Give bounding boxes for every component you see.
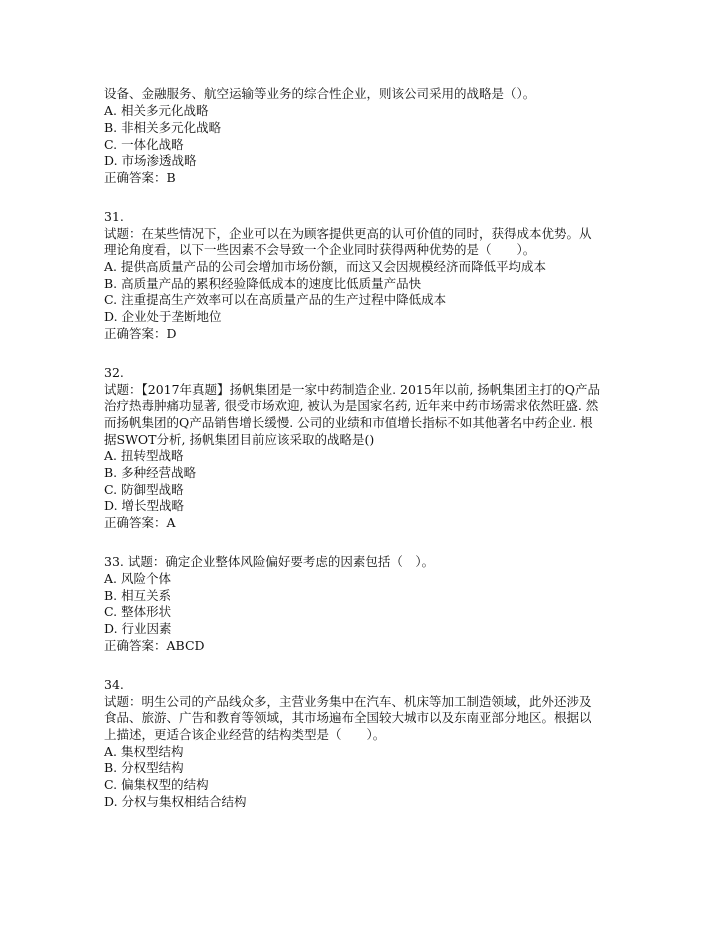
q31-option-b: B. 高质量产品的累积经验降低成本的速度比低质量产品快 <box>104 276 422 291</box>
q34-number: 34. <box>104 677 124 692</box>
q34-option-d: D. 分权与集权相结合结构 <box>104 794 247 809</box>
q31-number: 31. <box>104 209 124 224</box>
q32-stem-line-4: 据SWOT分析, 扬帆集团目前应该采取的战略是() <box>104 432 375 447</box>
q30-option-c: C. 一体化战略 <box>104 137 184 152</box>
q31-stem-line-1: 试题：在某些情况下，企业可以在为顾客提供更高的认可价值的同时，获得成本优势。从 <box>104 226 592 241</box>
q34-option-b: B. 分权型结构 <box>104 760 184 775</box>
q32-number: 32. <box>104 365 124 380</box>
q30-stem-tail: 设备、金融服务、航空运输等业务的综合性企业，则该公司采用的战略是（）。 <box>104 86 536 101</box>
q33-option-a: A. 风险个体 <box>104 571 171 586</box>
q33-option-c: C. 整体形状 <box>104 604 172 619</box>
q34-stem-line-1: 试题：明生公司的产品线众多，主营业务集中在汽车、机床等加工制造领域，此外还涉及 <box>104 694 592 709</box>
q31-option-c: C. 注重提高生产效率可以在高质量产品的生产过程中降低成本 <box>104 292 447 307</box>
q34-option-c: C. 偏集权型的结构 <box>104 777 209 792</box>
q34-option-a: A. 集权型结构 <box>104 744 184 759</box>
q32-answer: 正确答案：A <box>104 515 176 530</box>
q31-answer: 正确答案：D <box>104 326 177 341</box>
q32-stem-line-3: 而扬帆集团的Q产品销售增长缓慢. 公司的业绩和市值增长指标不如其他著名中药企业. 根 <box>104 415 593 430</box>
q31-option-d: D. 企业处于垄断地位 <box>104 309 222 324</box>
q32-option-b: B. 多种经营战略 <box>104 465 197 480</box>
q32-stem-line-1: 试题：【2017年真题】扬帆集团是一家中药制造企业. 2015年以前, 扬帆集团主打的Q产品 <box>104 382 601 397</box>
q30-option-d: D. 市场渗透战略 <box>104 153 197 168</box>
q32-stem-line-2: 治疗热毒肿痛功显著, 很受市场欢迎, 被认为是国家名药, 近年来中药市场需求依然旺盛. 然 <box>104 398 599 413</box>
q30-answer: 正确答案：B <box>104 170 176 185</box>
q31-option-a: A. 提供高质量产品的公司会增加市场份额，而这又会因规模经济而降低平均成本 <box>104 259 546 274</box>
q32-option-d: D. 增长型战略 <box>104 498 185 513</box>
q34-stem-line-2: 食品、旅游、广告和教育等领域，其市场遍布全国较大城市以及东南亚部分地区。根据以 <box>104 710 592 725</box>
q32-option-a: A. 扭转型战略 <box>104 448 184 463</box>
q33-answer: 正确答案：ABCD <box>104 638 205 653</box>
q33-option-d: D. 行业因素 <box>104 621 172 636</box>
q30-option-a: A. 相关多元化战略 <box>104 103 209 118</box>
q33-stem: 33. 试题：确定企业整体风险偏好要考虑的因素包括（ ）。 <box>104 554 435 569</box>
q32-option-c: C. 防御型战略 <box>104 482 184 497</box>
q33-option-b: B. 相互关系 <box>104 588 172 603</box>
q31-stem-line-2: 理论角度看，以下一些因素不会导致一个企业同时获得两种优势的是（ ）。 <box>104 242 536 257</box>
q34-stem-line-3: 上描述，更适合该企业经营的结构类型是（ ）。 <box>104 727 386 742</box>
q30-option-b: B. 非相关多元化战略 <box>104 120 222 135</box>
